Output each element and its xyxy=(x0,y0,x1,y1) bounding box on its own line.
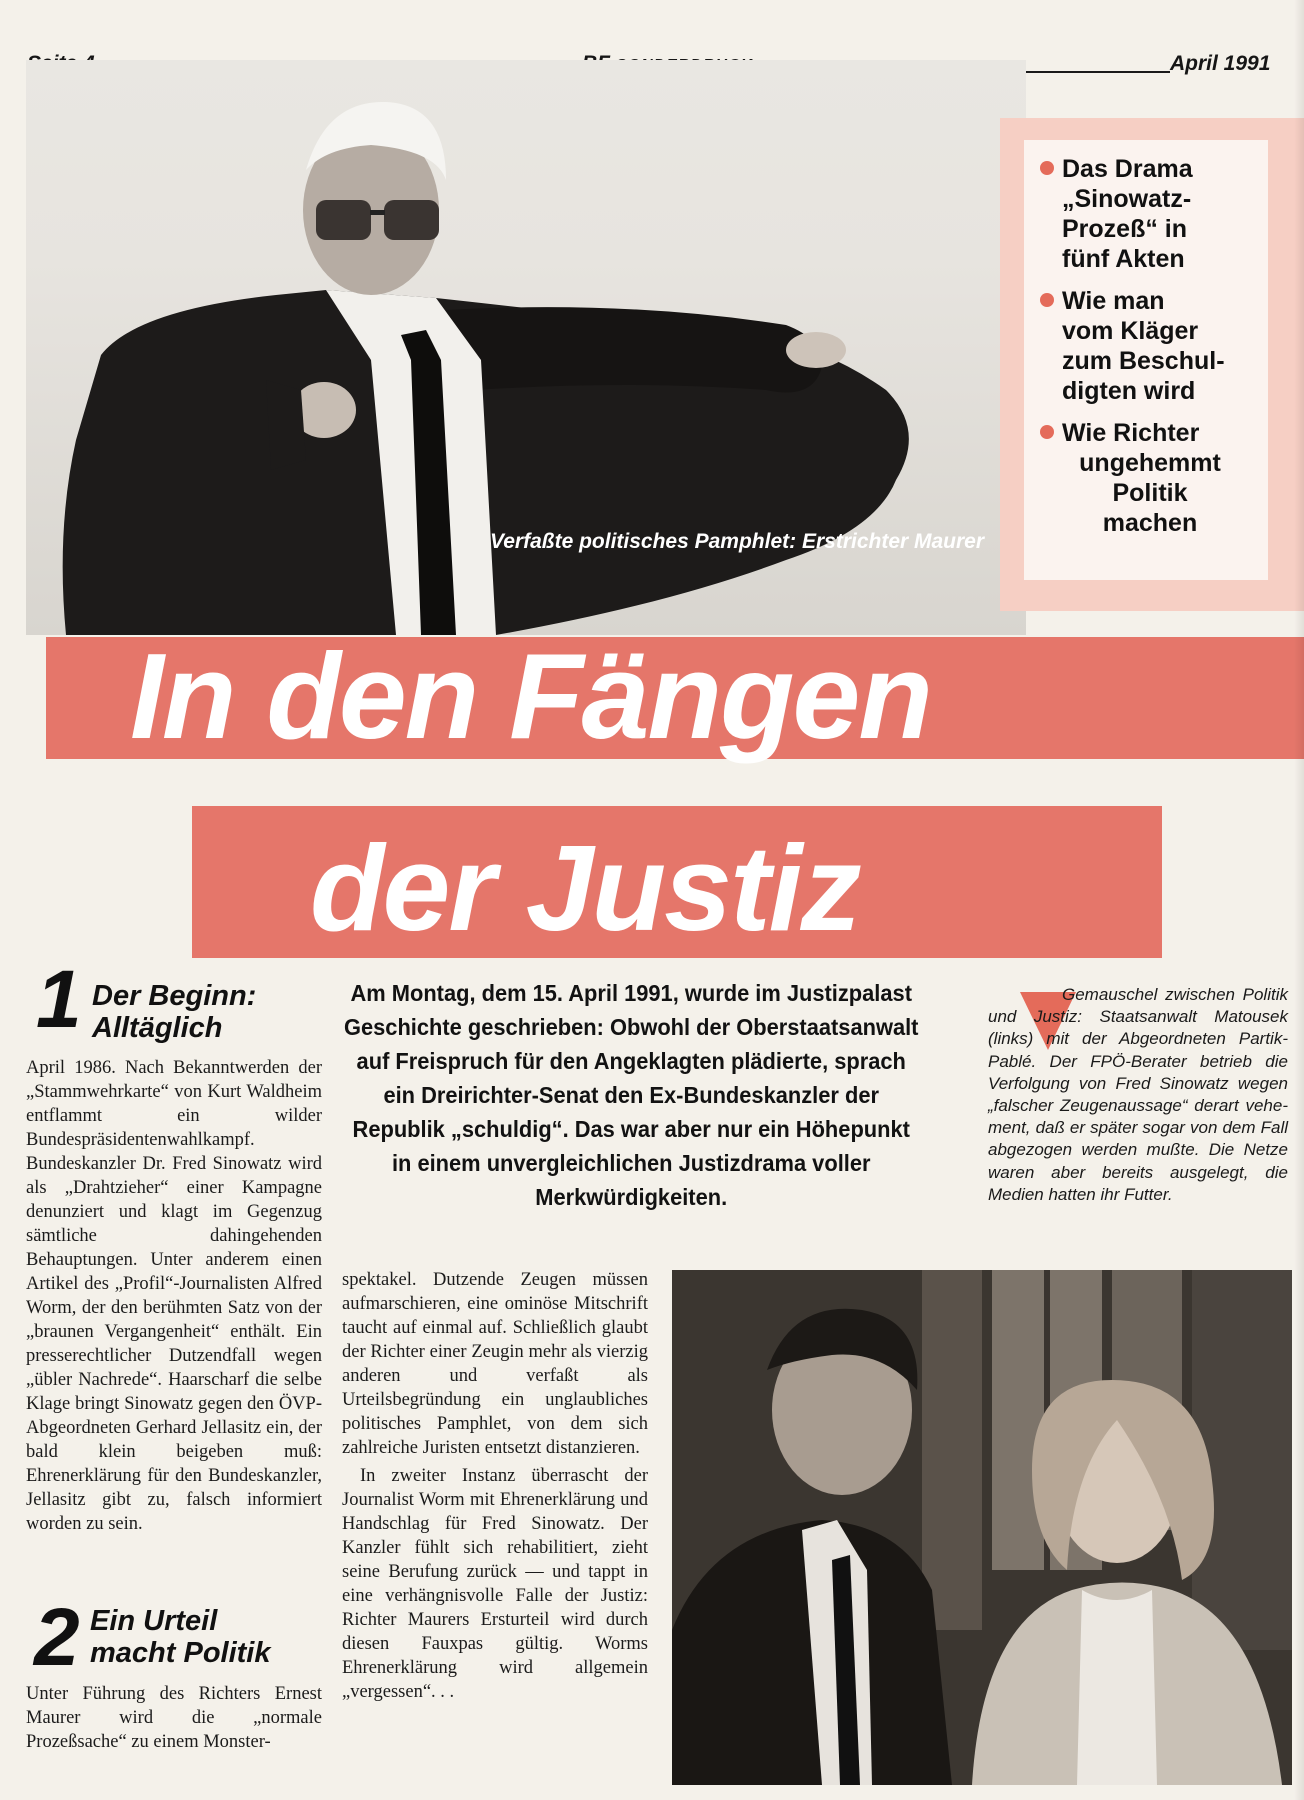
summary-item-2: Wie man vom Kläger zum Beschul- digten wird xyxy=(1040,286,1225,406)
summary-item-3: Wie Richter ungehemmt Politik machen xyxy=(1040,418,1260,538)
headline-line-2: der Justiz xyxy=(310,820,860,956)
summary-box xyxy=(1000,118,1304,611)
photo-caption-side: Gemauschel zwischen Politik und Justiz: Staatsanwalt Matousek (links) mit der Abgeordneten Partik-Pablé. Der FPÖ-Berater betrieb die Verfolgung von Fred Sinowatz wegen „falscher Zeugenaussage“ derart vehement, daß er später sogar von dem Fall abgezogen werden mußte. Die Netze waren aber bereits ausgelegt, die Medien hatten ihr Futter. xyxy=(988,985,1288,1204)
column-2-text: spektakel. Dutzende Zeugen müssen aufmarschieren, eine ominöse Mitschrift taucht auf einmal auf. Schließlich glaubt der Richter einer Zeugin mehr als vierzig anderen und verfaßt als Urteilsbegründung ein unglaubliches politisches Pamphlet, von dem sich zahlreiche Juristen entsetzt distanzieren. In zweiter Instanz überrascht der Journalist Worm mit Ehrenerklärung und Handschlag für Fred Sinowatz. Der Kanzler fühlt sich rehabilitiert, zieht seine Berufung zurück — und tappt in eine verhängnisvolle Falle der Justiz: Richter Maurers Ersturteil wird durch diesen Fauxpas gültig. Worms Ehrenerklärung wird allgemein „vergessen“. . . xyxy=(342,1270,648,1702)
bullet-icon xyxy=(1040,161,1054,175)
section-1-text: April 1986. Nach Bekanntwerden der „Stammwehrkarte“ von Kurt Waldheim entflammt ein wilder Bundespräsidentenwahlkampf. Bundeskanzler Dr. Fred Sinowatz wird als „Drahtzieher“ einer Kampagne denunziert und klagt im Gegenzug sämtliche dahingehenden Behauptungen. Unter anderem einen Artikel des „Profil“-Journalisten Alfred Worm, der den berühmten Satz von der „braunen Vergangenheit“ enthält. Ein presserechtlicher Dutzendfall wegen „übler Nachrede“. Haarscharf die selbe Klage bringt Sinowatz gegen den ÖVP-Abgeordneten Gerhard Jellasitz ein, der bald klein beigeben muß: Ehrenerklärung für den Bundeskanzler, Jellasitz gibt zu, falsch informiert worden zu sein. xyxy=(26,1058,322,1534)
lead-paragraph: Am Montag, dem 15. April 1991, wurde im Justizpalast Geschichte geschrieben: Obwohl der Oberstaatsanwalt auf Freispruch für den Angeklagten plädierte, sprach ein Dreirichter-Senat den Ex-Bundeskanzler der Republik „schuldig“. Das war aber nur ein Höhepunkt in einem unvergleichlichen Justizdrama voller Merkwürdigkeiten. xyxy=(343,980,919,1210)
summary-box-inner xyxy=(1024,140,1268,580)
bullet-icon xyxy=(1040,293,1054,307)
bullet-icon xyxy=(1040,425,1054,439)
summary-item-1: Das Drama „Sinowatz- Prozeß“ in fünf Akten xyxy=(1040,154,1193,274)
headline-line-1: In den Fängen xyxy=(130,628,931,764)
page-edge-shadow xyxy=(1294,0,1304,1800)
section-2-number: 2 xyxy=(34,1592,80,1683)
issue-date: April 1991 xyxy=(1170,52,1271,75)
photo-matousek-partik-pable xyxy=(672,1270,1292,1785)
section-2-title: Ein Urteil macht Politik xyxy=(90,1605,271,1669)
section-2-text: Unter Führung des Richters Ernest Maurer wird die „normale Prozeßsache“ zu einem Monster- xyxy=(26,1684,322,1752)
section-1-number: 1 xyxy=(36,954,82,1045)
section-1-title: Der Beginn: Alltäglich xyxy=(92,980,257,1044)
photo-caption-top: Verfaßte politisches Pamphlet: Erstrichter Maurer xyxy=(490,530,985,553)
